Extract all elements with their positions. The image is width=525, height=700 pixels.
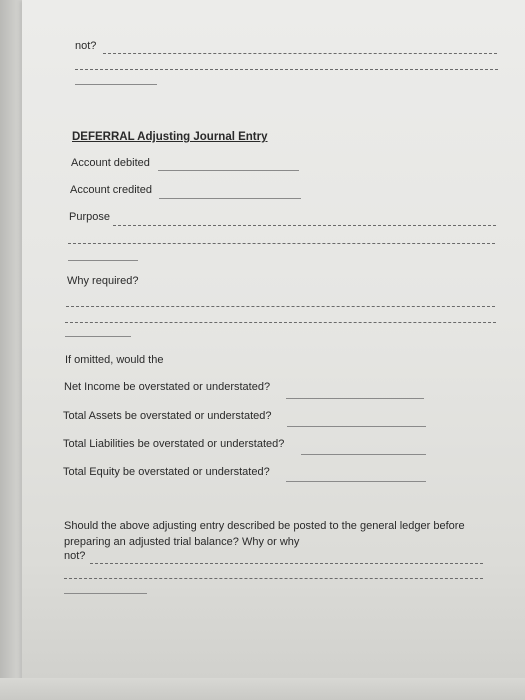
account-credited-line[interactable] <box>159 198 301 199</box>
purpose-line-1[interactable] <box>113 225 496 226</box>
page-shadow-left <box>0 0 22 700</box>
total-assets-line[interactable] <box>287 426 426 427</box>
posting-question-not-label: not? <box>64 550 86 562</box>
total-liabilities-question: Total Liabilities be overstated or understated? <box>63 438 285 450</box>
why-required-line-1[interactable] <box>66 306 495 307</box>
omitted-intro: If omitted, would the <box>65 354 164 366</box>
why-required-line-2[interactable] <box>65 322 496 323</box>
net-income-question: Net Income be overstated or understated? <box>64 381 271 393</box>
page-bottom-edge <box>0 678 525 700</box>
posting-answer-line-3[interactable] <box>64 593 147 594</box>
total-equity-line[interactable] <box>286 481 426 482</box>
why-required-label: Why required? <box>67 275 139 287</box>
posting-question-line-1: Should the above adjusting entry described be posted to the general ledger before <box>64 520 465 532</box>
account-debited-label: Account debited <box>71 157 150 169</box>
posting-answer-line-2[interactable] <box>64 578 483 579</box>
purpose-line-2[interactable] <box>68 243 495 244</box>
purpose-label: Purpose <box>69 211 110 223</box>
purpose-line-3[interactable] <box>68 260 138 261</box>
why-required-line-3[interactable] <box>65 336 131 337</box>
account-credited-label: Account credited <box>70 184 152 196</box>
top-answer-line-1[interactable] <box>103 53 497 54</box>
total-equity-question: Total Equity be overstated or understated? <box>63 466 270 478</box>
posting-question-line-2: preparing an adjusted trial balance? Why or why <box>64 536 300 548</box>
total-assets-question: Total Assets be overstated or understated? <box>63 410 272 422</box>
deferral-heading: DEFERRAL Adjusting Journal Entry <box>72 131 268 143</box>
posting-answer-line-1[interactable] <box>90 563 483 564</box>
top-answer-line-2[interactable] <box>75 69 498 70</box>
worksheet-page <box>22 0 525 700</box>
total-liabilities-line[interactable] <box>301 454 426 455</box>
top-not-label: not? <box>75 40 97 52</box>
net-income-line[interactable] <box>286 398 424 399</box>
top-answer-line-3[interactable] <box>75 84 157 85</box>
account-debited-line[interactable] <box>158 170 299 171</box>
